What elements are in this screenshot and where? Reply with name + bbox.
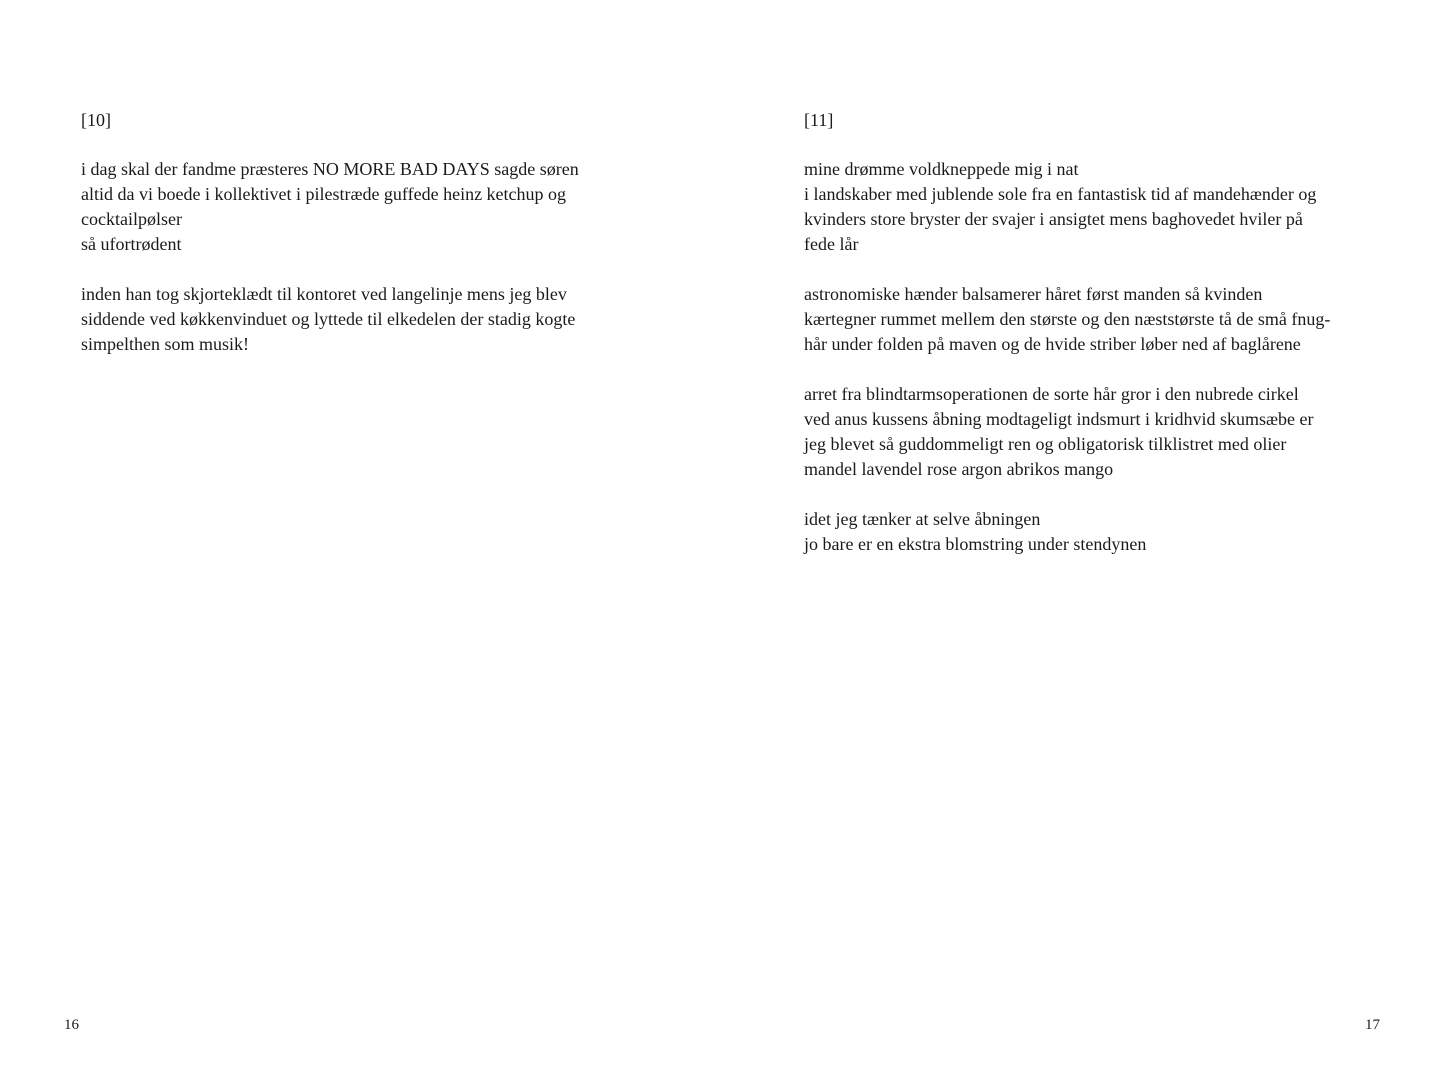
poem-line: arret fra blindtarmsoperationen de sorte hår gror i den nubrede cirkel xyxy=(804,384,1299,404)
stanza xyxy=(804,382,1434,482)
poem-line: cocktailpølser xyxy=(81,209,182,229)
poem-line: i landskaber med jublende sole fra en fantastisk tid af mandehænder og xyxy=(804,184,1317,204)
poem-line: hår under folden på maven og de hvide striber løber ned af baglårene xyxy=(804,334,1301,354)
poem-line: mine drømme voldkneppede mig i nat xyxy=(804,159,1079,179)
poem-line: inden han tog skjorteklædt til kontoret ved langelinje mens jeg blev xyxy=(81,284,567,304)
stanza xyxy=(804,157,1434,257)
poem-line: altid da vi boede i kollektivet i pilestræde guffede heinz ketchup og xyxy=(81,184,567,204)
poem-number: [10] xyxy=(81,110,111,130)
stanza xyxy=(81,157,701,257)
page-number: 17 xyxy=(1365,1017,1380,1033)
poem-line: kvinders store bryster der svajer i ansigtet mens baghovedet hviler på xyxy=(804,209,1303,229)
poem-line: idet jeg tænker at selve åbningen xyxy=(804,509,1041,529)
poem-line: astronomiske hænder balsamerer håret først manden så kvinden xyxy=(804,284,1263,304)
stanza xyxy=(804,507,1434,557)
poem-line: simpelthen som musik! xyxy=(81,334,249,354)
poem-body xyxy=(81,157,701,382)
page-number: 16 xyxy=(64,1017,79,1033)
poem-line: kærtegner rummet mellem den største og den næststørste tå de små fnug- xyxy=(804,309,1331,329)
poem-number: [11] xyxy=(804,110,834,130)
poem-line: ved anus kussens åbning modtageligt indsmurt i kridhvid skumsæbe er xyxy=(804,409,1314,429)
poem-line: jeg blevet så guddommeligt ren og obligatorisk tilklistret med olier xyxy=(804,434,1287,454)
left-page xyxy=(0,0,722,1081)
right-page xyxy=(722,0,1445,1081)
poem-line: mandel lavendel rose argon abrikos mango xyxy=(804,459,1114,479)
poem-line: siddende ved køkkenvinduet og lyttede til elkedelen der stadig kogte xyxy=(81,309,576,329)
poem-line: jo bare er en ekstra blomstring under stendynen xyxy=(804,534,1147,554)
stanza xyxy=(804,282,1434,357)
poem-line: i dag skal der fandme præsteres NO MORE BAD DAYS sagde søren xyxy=(81,159,579,179)
poem-line: så ufortrødent xyxy=(81,234,182,254)
poem-body xyxy=(804,157,1434,582)
stanza xyxy=(81,282,701,357)
poem-line: fede lår xyxy=(804,234,859,254)
